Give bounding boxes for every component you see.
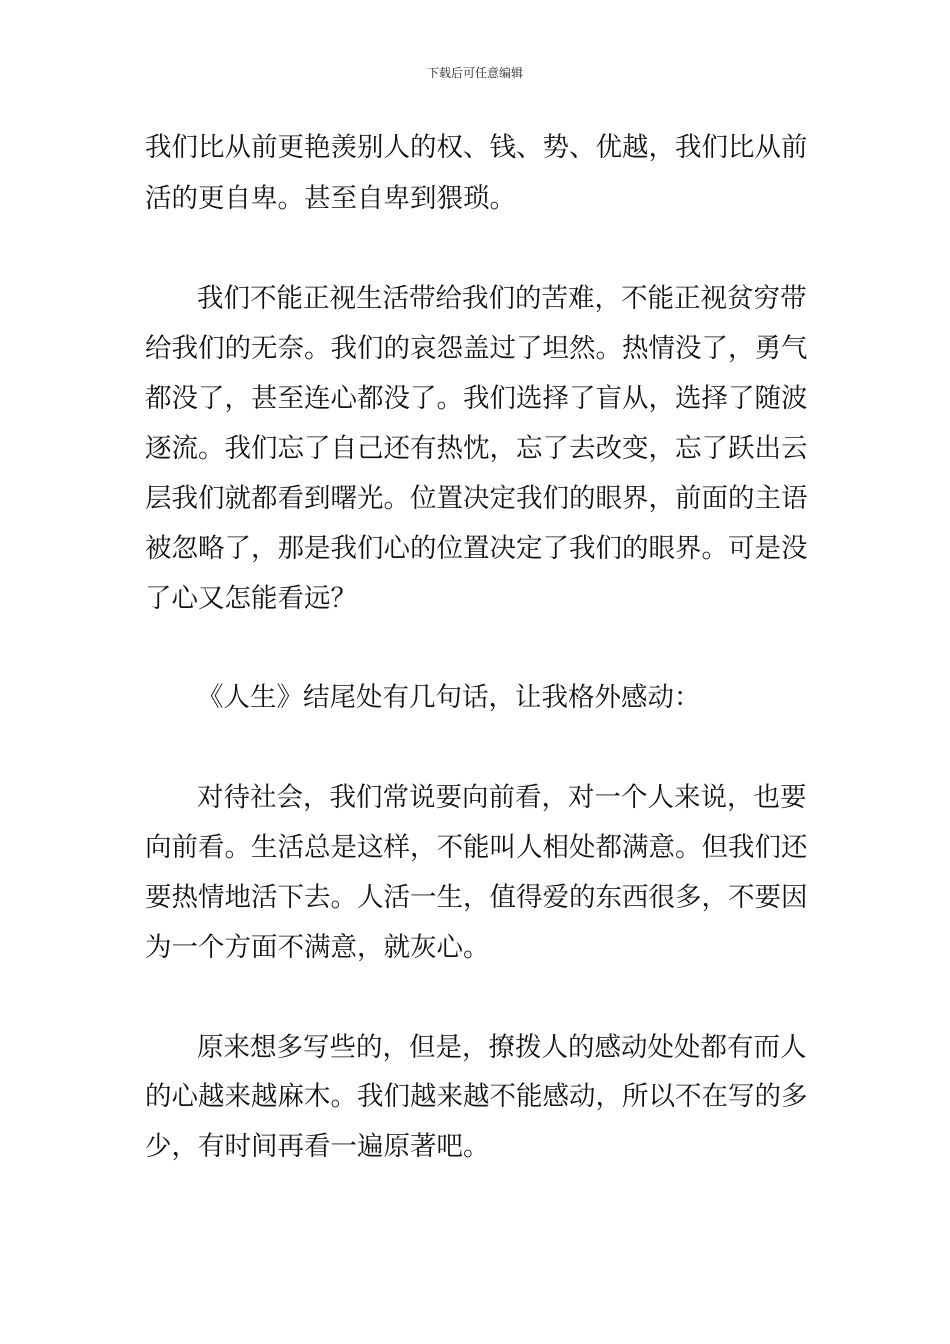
paragraph-2-line-4: 逐流。我们忘了自己还有热忱，忘了去改变，忘了跃出云 — [145, 433, 808, 464]
paragraph-3-line-1: 《人生》结尾处有几句话，让我格外感动： — [197, 682, 701, 713]
paragraph-2-line-2: 给我们的无奈。我们的哀怨盖过了坦然。热情没了，勇气 — [145, 333, 808, 364]
paragraph-5-line-1: 原来想多写些的，但是，撩拨人的感动处处都有而人 — [197, 1032, 807, 1063]
paragraph-1-line-2: 活的更自卑。甚至自卑到猥琐。 — [145, 183, 516, 214]
paragraph-2-line-7: 了心又怎能看远？ — [145, 583, 357, 614]
page-header: 下载后可任意编辑 — [426, 66, 523, 80]
paragraph-5-line-2: 的心越来越麻木。我们越来越不能感动，所以不在写的多 — [145, 1081, 808, 1112]
paragraph-2-line-6: 被忽略了，那是我们心的位置决定了我们的眼界。可是没 — [145, 533, 808, 564]
paragraph-2-line-1: 我们不能正视生活带给我们的苦难，不能正视贫穷带 — [197, 283, 807, 314]
paragraph-2-line-3: 都没了，甚至连心都没了。我们选择了盲从，选择了随波 — [145, 383, 808, 414]
paragraph-4-line-4: 为一个方面不满意，就灰心。 — [145, 932, 490, 963]
paragraph-4-line-2: 向前看。生活总是这样，不能叫人相处都满意。但我们还 — [145, 832, 808, 863]
paragraph-4-line-3: 要热情地活下去。人活一生，值得爱的东西很多，不要因 — [145, 882, 808, 913]
paragraph-1-line-1: 我们比从前更艳羡别人的权、钱、势、优越，我们比从前 — [145, 132, 808, 163]
paragraph-2-line-5: 层我们就都看到曙光。位置决定我们的眼界，前面的主语 — [145, 483, 808, 514]
paragraph-4-line-1: 对待社会，我们常说要向前看，对一个人来说，也要 — [197, 782, 807, 813]
paragraph-5-line-3: 少，有时间再看一遍原著吧。 — [145, 1131, 490, 1162]
